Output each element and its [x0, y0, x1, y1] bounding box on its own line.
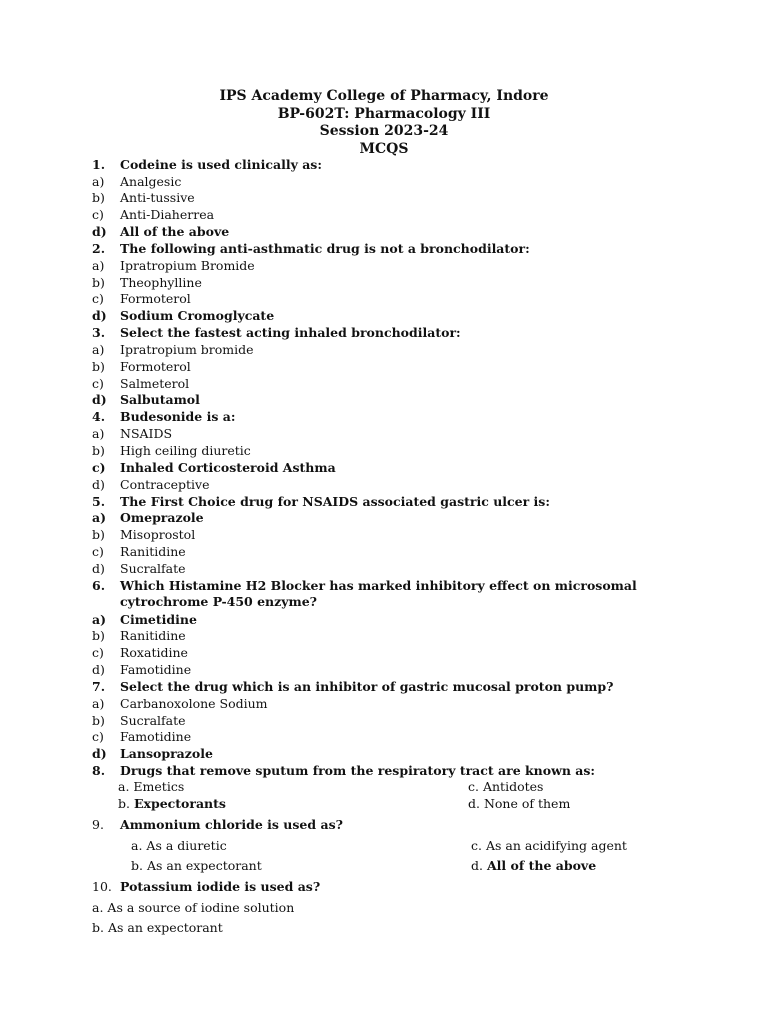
correct-option: [118, 796, 226, 812]
option-label: d): [92, 392, 107, 407]
option-label: d): [92, 746, 107, 761]
option-label: c): [92, 460, 106, 475]
option-label: c): [92, 729, 104, 744]
option: [468, 779, 543, 795]
question-number: 7.: [92, 679, 106, 694]
option-label: c.: [468, 779, 479, 794]
option-label: b.: [131, 858, 143, 873]
option: [131, 838, 227, 854]
option-label: b.: [118, 796, 130, 811]
option-text: Inhaled Corticosteroid Asthma: [120, 460, 336, 475]
option-label: b.: [92, 920, 104, 935]
option-text: Anti-Diaherrea: [120, 207, 215, 222]
document-header: [0, 88, 768, 158]
option: [92, 900, 294, 916]
option-text: Anti-tussive: [120, 190, 195, 205]
option-label: c): [92, 645, 104, 660]
option-label: d): [92, 561, 105, 576]
option-label: d): [92, 662, 105, 677]
option-label: b): [92, 527, 105, 542]
option-text: Misoprostol: [120, 527, 196, 542]
option-text: Formoterol: [120, 359, 191, 374]
option-label: a.: [92, 900, 104, 915]
option-label: c): [92, 207, 104, 222]
option-label: b): [92, 359, 105, 374]
question-number: 1.: [92, 157, 106, 172]
question-text: Select the fastest acting inhaled bronchodilator:: [120, 325, 461, 340]
option-label: a): [92, 174, 105, 189]
option-text: Salbutamol: [120, 392, 200, 407]
option-text: Ipratropium Bromide: [120, 258, 255, 273]
option-label: a): [92, 258, 105, 273]
option-text: Roxatidine: [120, 645, 188, 660]
option-label: c): [92, 291, 104, 306]
session-label: Session 2023-24: [319, 123, 449, 139]
question-text: Codeine is used clinically as:: [120, 157, 322, 172]
option-text: Sucralfate: [120, 561, 186, 576]
option-label: a): [92, 612, 107, 627]
option-label: b): [92, 628, 105, 643]
question-number: 5.: [92, 494, 106, 509]
option: [131, 858, 262, 874]
option-label: a): [92, 426, 105, 441]
question-number: 3.: [92, 325, 106, 340]
question-text: Select the drug which is an inhibitor of gastric mucosal proton pump?: [120, 679, 614, 694]
question-text: Budesonide is a:: [120, 409, 236, 424]
question-text: Ammonium chloride is used as?: [120, 817, 343, 832]
option-text: NSAIDS: [120, 426, 173, 441]
option-label: c.: [471, 838, 482, 853]
question-text: The following anti-asthmatic drug is not a bronchodilator:: [120, 241, 530, 256]
option-label: c): [92, 376, 104, 391]
option-text: Sodium Cromoglycate: [120, 308, 275, 323]
correct-option: [471, 858, 596, 874]
option-label: c): [92, 544, 104, 559]
course-title: BP-602T: Pharmacology III: [277, 105, 491, 122]
option-text: Salmeterol: [120, 376, 190, 391]
option-text: All of the above: [120, 224, 230, 239]
question-text: Drugs that remove sputum from the respiratory tract are known as:: [120, 763, 596, 778]
option-text: As an expectorant: [146, 858, 262, 873]
option: [92, 920, 223, 936]
option-text: As a source of iodine solution: [107, 900, 295, 915]
option-text: Lansoprazole: [120, 746, 213, 761]
question-text: The First Choice drug for NSAIDS associated gastric ulcer is:: [120, 494, 550, 509]
question-number: 9.: [92, 817, 104, 832]
option-text: Ranitidine: [120, 628, 186, 643]
option-text: As an expectorant: [107, 920, 223, 935]
option-label: d): [92, 477, 105, 492]
option-text: Famotidine: [120, 662, 192, 677]
question-text: Which Histamine H2 Blocker has marked inhibitory effect on microsomal cytrochrome P-450 enzyme?: [120, 578, 637, 609]
option-text: Ipratropium bromide: [120, 342, 254, 357]
option-text: Expectorants: [133, 796, 226, 811]
option-text: Sucralfate: [120, 713, 186, 728]
option-label: d): [92, 224, 107, 239]
section-title: MCQS: [359, 140, 409, 157]
option-label: b): [92, 713, 105, 728]
option-text: Omeprazole: [120, 510, 204, 525]
question-number: 10.: [92, 879, 112, 894]
option-label: a.: [118, 779, 130, 794]
option-label: a): [92, 696, 105, 711]
question-text: Potassium iodide is used as?: [120, 879, 321, 894]
option-text: All of the above: [486, 858, 597, 873]
option-text: Theophylline: [120, 275, 202, 290]
institution-name: IPS Academy College of Pharmacy, Indore: [219, 88, 549, 104]
option-label: d.: [471, 858, 483, 873]
question-number: 8.: [92, 763, 106, 778]
option-label: d.: [468, 796, 480, 811]
option: [471, 838, 627, 854]
question-number: 2.: [92, 241, 106, 256]
option-label: a): [92, 342, 105, 357]
option-text: Carbanoxolone Sodium: [120, 696, 268, 711]
option: [468, 796, 570, 812]
option-text: Formoterol: [120, 291, 191, 306]
option-text: Cimetidine: [120, 612, 197, 627]
option-label: b): [92, 190, 105, 205]
option-text: Antidotes: [482, 779, 544, 794]
option-label: b): [92, 275, 105, 290]
option-label: a.: [131, 838, 143, 853]
option: [118, 779, 184, 795]
option-label: b): [92, 443, 105, 458]
option-text: As an acidifying agent: [485, 838, 627, 853]
option-text: Analgesic: [120, 174, 182, 189]
question-number: 6.: [92, 578, 106, 593]
option-label: d): [92, 308, 107, 323]
option-text: Contraceptive: [120, 477, 210, 492]
option-text: As a diuretic: [146, 838, 227, 853]
option-text: Emetics: [133, 779, 185, 794]
option-text: None of them: [483, 796, 571, 811]
option-text: High ceiling diuretic: [120, 443, 251, 458]
option-text: Famotidine: [120, 729, 192, 744]
option-text: Ranitidine: [120, 544, 186, 559]
option-label: a): [92, 510, 107, 525]
question-number: 4.: [92, 409, 106, 424]
